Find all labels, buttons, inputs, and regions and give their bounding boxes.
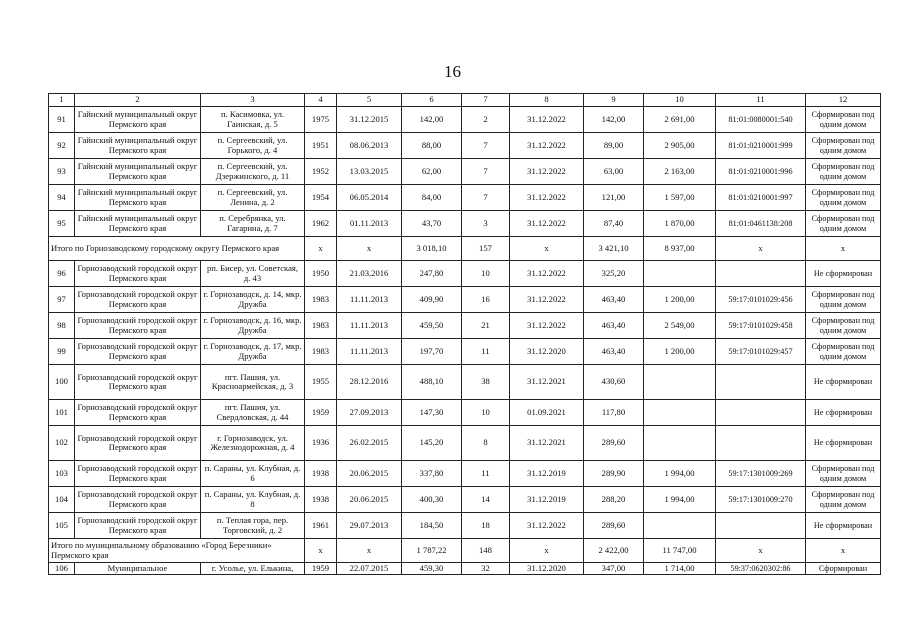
table-cell: 84,00 (402, 185, 462, 211)
table-cell: 459,30 (402, 563, 462, 575)
table-cell: 1936 (305, 426, 337, 461)
subtotal-cell: x (716, 237, 806, 261)
table-cell: 31.12.2020 (510, 563, 584, 575)
table-row (49, 365, 881, 400)
subtotal-row (49, 237, 881, 261)
subtotal-cell: 3 018,10 (402, 237, 462, 261)
table-cell: 1950 (305, 261, 337, 287)
table-cell: 21.03.2016 (337, 261, 402, 287)
table-cell: 31.12.2021 (510, 365, 584, 400)
subtotal-cell: x (305, 539, 337, 563)
table-cell: 2 163,00 (644, 159, 716, 185)
table-cell: 400,30 (402, 487, 462, 513)
table-cell: Сформирован под одним домом (806, 313, 881, 339)
table-row (49, 287, 881, 313)
table-cell: 247,80 (402, 261, 462, 287)
table-cell: 11 (462, 339, 510, 365)
table-cell: 31.12.2019 (510, 461, 584, 487)
table-cell: 7 (462, 185, 510, 211)
table-cell: 31.12.2022 (510, 159, 584, 185)
table-cell: пгт. Пашия, ул. Свердловская, д. 44 (201, 400, 305, 426)
column-header: 7 (462, 94, 510, 107)
table-cell: 63,00 (584, 159, 644, 185)
table-cell: 430,60 (584, 365, 644, 400)
column-header: 6 (402, 94, 462, 107)
subtotal-cell: 11 747,00 (644, 539, 716, 563)
table-cell: 2 691,00 (644, 107, 716, 133)
table-cell: 62,00 (402, 159, 462, 185)
table-cell: Горнозаводский городской округ Пермского края (75, 339, 201, 365)
table-row (49, 461, 881, 487)
table-cell: Сформирован под одним домом (806, 211, 881, 237)
table-cell: п. Сергеевский, ул. Ленина, д. 2 (201, 185, 305, 211)
table-cell: 106 (49, 563, 75, 575)
table-cell: 2 (462, 107, 510, 133)
table-cell: 31.12.2022 (510, 313, 584, 339)
table-cell: 2 549,00 (644, 313, 716, 339)
table-row (49, 487, 881, 513)
table-row (49, 400, 881, 426)
table-cell: 103 (49, 461, 75, 487)
table-cell (644, 365, 716, 400)
table-cell (716, 426, 806, 461)
table-cell: 121,00 (584, 185, 644, 211)
column-header: 12 (806, 94, 881, 107)
table-cell: 1938 (305, 487, 337, 513)
table-cell: 96 (49, 261, 75, 287)
table-cell: Горнозаводский городской округ Пермского края (75, 513, 201, 539)
table-cell (716, 365, 806, 400)
table-row (49, 185, 881, 211)
column-header: 5 (337, 94, 402, 107)
table-cell: Горнозаводский городской округ Пермского края (75, 487, 201, 513)
table-cell: п. Серебрянка, ул. Гагарина, д. 7 (201, 211, 305, 237)
table-cell: Сформирован под одним домом (806, 159, 881, 185)
subtotal-cell: 1 787,22 (402, 539, 462, 563)
table-cell: 1 994,00 (644, 487, 716, 513)
table-cell (716, 261, 806, 287)
table-cell: 01.09.2021 (510, 400, 584, 426)
table-cell: 81:01:0210001:999 (716, 133, 806, 159)
table-cell: 10 (462, 261, 510, 287)
column-header: 3 (201, 94, 305, 107)
table-cell: 409,90 (402, 287, 462, 313)
table-cell: Не сформирован (806, 400, 881, 426)
table-cell: 147,30 (402, 400, 462, 426)
table-cell (644, 400, 716, 426)
table-cell: 59:17:0101029:457 (716, 339, 806, 365)
table-cell: Горнозаводский городской округ Пермского края (75, 287, 201, 313)
table-cell: 59:17:0101029:458 (716, 313, 806, 339)
table-cell: 337,80 (402, 461, 462, 487)
table-cell: 28.12.2016 (337, 365, 402, 400)
column-header: 8 (510, 94, 584, 107)
table-cell: 20.06.2015 (337, 487, 402, 513)
table-cell: Горнозаводский городской округ Пермского края (75, 400, 201, 426)
table-cell: 21 (462, 313, 510, 339)
table-cell: 1983 (305, 339, 337, 365)
table-cell: Сформирован под одним домом (806, 107, 881, 133)
table-cell: 1951 (305, 133, 337, 159)
table-cell: 1 597,00 (644, 185, 716, 211)
table-cell: 11.11.2013 (337, 287, 402, 313)
table-cell: 289,60 (584, 513, 644, 539)
subtotal-cell: x (337, 237, 402, 261)
table-cell: 1954 (305, 185, 337, 211)
table-cell: п. Сергеевский, ул. Дзержинского, д. 11 (201, 159, 305, 185)
table-cell: 16 (462, 287, 510, 313)
table-cell: п. Теплая гора, пер. Торговский, д. 2 (201, 513, 305, 539)
table-row (49, 211, 881, 237)
table-row (49, 513, 881, 539)
table-cell: п. Сараны, ул. Клубная, д. 6 (201, 461, 305, 487)
table-cell: 102 (49, 426, 75, 461)
table-cell: п. Сараны, ул. Клубная, д. 8 (201, 487, 305, 513)
table-cell: Не сформирован (806, 513, 881, 539)
table-cell: Сформирован под одним домом (806, 487, 881, 513)
subtotal-label: Итого по муниципальному образованию «Город Березники» Пермского края (49, 539, 305, 563)
table-cell (716, 400, 806, 426)
table-cell (716, 513, 806, 539)
table-cell (644, 261, 716, 287)
subtotal-label: Итого по Горнозаводскому городскому округу Пермского края (49, 237, 305, 261)
table-cell: 488,10 (402, 365, 462, 400)
housing-register-table (48, 93, 881, 575)
table-cell: 31.12.2022 (510, 133, 584, 159)
table-cell: Не сформирован (806, 261, 881, 287)
table-cell: Гайнский муниципальный округ Пермского края (75, 133, 201, 159)
table-cell: Сформирован (806, 563, 881, 575)
table-cell: 289,90 (584, 461, 644, 487)
table-cell: 104 (49, 487, 75, 513)
subtotal-cell: x (337, 539, 402, 563)
table-cell: 92 (49, 133, 75, 159)
table-cell: 29.07.2013 (337, 513, 402, 539)
table-cell: 1961 (305, 513, 337, 539)
table-cell: Горнозаводский городской округ Пермского края (75, 365, 201, 400)
table-row (49, 313, 881, 339)
table-cell: 184,50 (402, 513, 462, 539)
table-cell: 7 (462, 133, 510, 159)
subtotal-row (49, 539, 881, 563)
table-cell: 94 (49, 185, 75, 211)
page-number: 16 (444, 62, 461, 81)
table-cell: 101 (49, 400, 75, 426)
table-cell: Сформирован под одним домом (806, 133, 881, 159)
table-cell: 197,70 (402, 339, 462, 365)
table-cell: 2 905,00 (644, 133, 716, 159)
table-cell: 18 (462, 513, 510, 539)
table-cell: 288,20 (584, 487, 644, 513)
table-cell: 463,40 (584, 339, 644, 365)
table-cell: 95 (49, 211, 75, 237)
column-header: 1 (49, 94, 75, 107)
table-cell: г. Горнозаводск, ул. Железнодорожная, д. 4 (201, 426, 305, 461)
table-cell: 11 (462, 461, 510, 487)
table-cell: 14 (462, 487, 510, 513)
table-cell: 59:17:1301009:269 (716, 461, 806, 487)
table-cell: рп. Бисер, ул. Советская, д. 43 (201, 261, 305, 287)
subtotal-cell: x (806, 539, 881, 563)
table-cell: Сформирован под одним домом (806, 339, 881, 365)
table-cell: 1 714,00 (644, 563, 716, 575)
subtotal-cell: 157 (462, 237, 510, 261)
table-cell: 81:01:0210001:997 (716, 185, 806, 211)
table-cell: 88,00 (402, 133, 462, 159)
table-cell: Гайнский муниципальный округ Пермского края (75, 211, 201, 237)
table-cell: Не сформирован (806, 365, 881, 400)
table-cell: Гайнский муниципальный округ Пермского края (75, 159, 201, 185)
table-cell: 20.06.2015 (337, 461, 402, 487)
table-cell: 145,20 (402, 426, 462, 461)
table-cell: 105 (49, 513, 75, 539)
table-cell: 97 (49, 287, 75, 313)
table-cell: 1983 (305, 287, 337, 313)
table-cell: п. Сергеевский, ул. Горького, д. 4 (201, 133, 305, 159)
table-row (49, 339, 881, 365)
table-cell: 31.12.2022 (510, 211, 584, 237)
table-cell: 1952 (305, 159, 337, 185)
table-cell: Сформирован под одним домом (806, 461, 881, 487)
table-cell: 31.12.2022 (510, 287, 584, 313)
table-cell: Горнозаводский городской округ Пермского края (75, 461, 201, 487)
table-cell: 43,70 (402, 211, 462, 237)
table-cell: 93 (49, 159, 75, 185)
table-cell: 1959 (305, 563, 337, 575)
table-cell: п. Касимовка, ул. Гаинская, д. 5 (201, 107, 305, 133)
column-header: 11 (716, 94, 806, 107)
table-cell: Муниципальное (75, 563, 201, 575)
table-cell: 81:01:0210001:996 (716, 159, 806, 185)
table-cell (644, 513, 716, 539)
table-cell: 27.09.2013 (337, 400, 402, 426)
table-cell: 08.06.2013 (337, 133, 402, 159)
table-cell: 142,00 (402, 107, 462, 133)
table-cell: 1955 (305, 365, 337, 400)
table-cell: г. Горнозаводск, д. 16, мкр. Дружба (201, 313, 305, 339)
table-cell: 31.12.2022 (510, 185, 584, 211)
table-cell: 81:01:0080001:540 (716, 107, 806, 133)
table-cell: 8 (462, 426, 510, 461)
table-cell: пгт. Пашия, ул. Красноармейская, д. 3 (201, 365, 305, 400)
table-cell: 01.11.2013 (337, 211, 402, 237)
subtotal-cell: x (806, 237, 881, 261)
table-cell: 1 994,00 (644, 461, 716, 487)
table-cell: 3 (462, 211, 510, 237)
table-row (49, 159, 881, 185)
table-cell: 31.12.2019 (510, 487, 584, 513)
table-cell: 89,00 (584, 133, 644, 159)
table-cell: 1938 (305, 461, 337, 487)
table-cell: 1975 (305, 107, 337, 133)
table-cell: Горнозаводский городской округ Пермского края (75, 313, 201, 339)
table-cell: 22.07.2015 (337, 563, 402, 575)
table-cell: 26.02.2015 (337, 426, 402, 461)
table-cell: 13.03.2015 (337, 159, 402, 185)
subtotal-cell: x (716, 539, 806, 563)
table-cell (644, 426, 716, 461)
table-cell: Гайнский муниципальный округ Пермского края (75, 185, 201, 211)
table-cell: 38 (462, 365, 510, 400)
table-cell: 59:17:0101029:456 (716, 287, 806, 313)
table-cell: 59:17:1301009:270 (716, 487, 806, 513)
table-row (49, 261, 881, 287)
table-cell: г. Горнозаводск, д. 14, мкр. Дружба (201, 287, 305, 313)
table-cell: 32 (462, 563, 510, 575)
table-cell: 117,80 (584, 400, 644, 426)
column-header: 10 (644, 94, 716, 107)
table-row (49, 133, 881, 159)
table-cell: 31.12.2021 (510, 426, 584, 461)
table-cell: 31.12.2015 (337, 107, 402, 133)
table-cell: 347,00 (584, 563, 644, 575)
table-cell: 31.12.2022 (510, 261, 584, 287)
table-cell: 1962 (305, 211, 337, 237)
table-cell: 100 (49, 365, 75, 400)
table-cell: 98 (49, 313, 75, 339)
column-header: 4 (305, 94, 337, 107)
table-cell: Не сформирован (806, 426, 881, 461)
subtotal-cell: 3 421,10 (584, 237, 644, 261)
subtotal-cell: 8 937,00 (644, 237, 716, 261)
table-cell: 10 (462, 400, 510, 426)
column-number-row (49, 94, 881, 107)
table-cell: 1 200,00 (644, 339, 716, 365)
subtotal-cell: x (305, 237, 337, 261)
table-row (49, 426, 881, 461)
table-row (49, 107, 881, 133)
table-cell: 1 200,00 (644, 287, 716, 313)
table-cell: 1983 (305, 313, 337, 339)
subtotal-cell: x (510, 539, 584, 563)
table-cell: 06.05.2014 (337, 185, 402, 211)
table-cell: 11.11.2013 (337, 339, 402, 365)
table-cell: 31.12.2020 (510, 339, 584, 365)
subtotal-cell: 148 (462, 539, 510, 563)
table-cell: Сформирован под одним домом (806, 287, 881, 313)
table-cell: 459,50 (402, 313, 462, 339)
table-cell: 81:01:0461138:208 (716, 211, 806, 237)
column-header: 9 (584, 94, 644, 107)
subtotal-cell: 2 422,00 (584, 539, 644, 563)
subtotal-cell: x (510, 237, 584, 261)
table-cell: Горнозаводский городской округ Пермского края (75, 426, 201, 461)
table-cell: 7 (462, 159, 510, 185)
table-cell: г. Усолье, ул. Елькина, (201, 563, 305, 575)
table-cell: 87,40 (584, 211, 644, 237)
table-cell: Сформирован под одним домом (806, 185, 881, 211)
table-cell: Горнозаводский городской округ Пермского края (75, 261, 201, 287)
table-cell: 1 870,00 (644, 211, 716, 237)
table-cell: 325,20 (584, 261, 644, 287)
table-cell: 1959 (305, 400, 337, 426)
table-cell: 289,60 (584, 426, 644, 461)
table-cell: 142,00 (584, 107, 644, 133)
table-cell: 59:37:0620302:86 (716, 563, 806, 575)
table-cell: 31.12.2022 (510, 107, 584, 133)
table-cell: 31.12.2022 (510, 513, 584, 539)
table-row (49, 563, 881, 575)
table-cell: Гайнский муниципальный округ Пермского края (75, 107, 201, 133)
table-cell: 99 (49, 339, 75, 365)
table-cell: 463,40 (584, 313, 644, 339)
table-cell: 11.11.2013 (337, 313, 402, 339)
table-cell: г. Горнозаводск, д. 17, мкр. Дружба (201, 339, 305, 365)
table-cell: 463,40 (584, 287, 644, 313)
table-cell: 91 (49, 107, 75, 133)
column-header: 2 (75, 94, 201, 107)
